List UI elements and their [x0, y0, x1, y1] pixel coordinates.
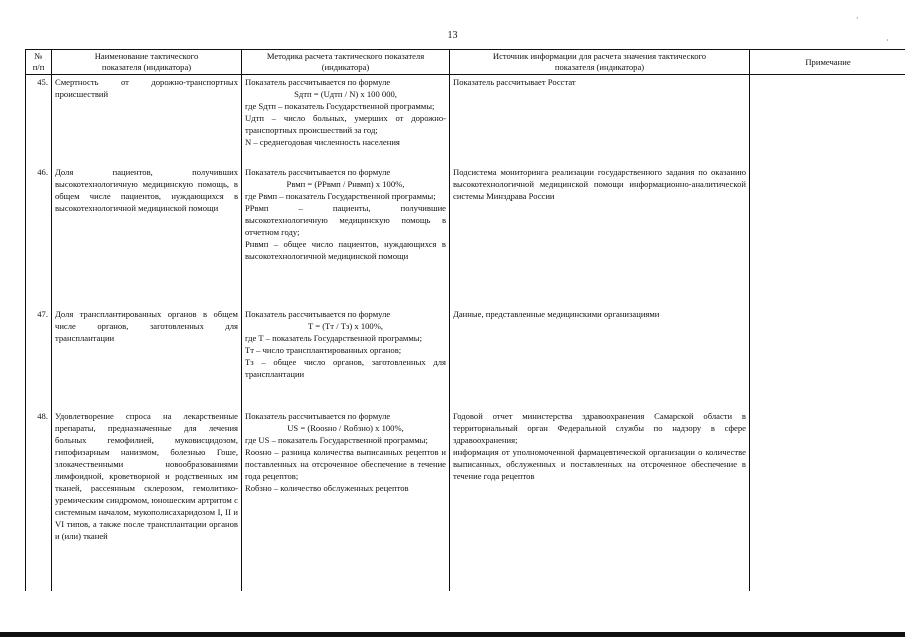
- method-cell: [242, 165, 450, 307]
- method-line: Показатель рассчитывается по формуле: [245, 77, 391, 87]
- source-line: информация от уполномоченной фармацевтической организации о количестве выписанных, обслуженных и поставленных на отсроченное обеспечение в течение года рецептов: [453, 447, 746, 481]
- method-line: Показатель рассчитывается по формуле: [245, 167, 391, 177]
- source-line: Годовой отчет министерства здравоохранения Самарской области в территориальный орган Федеральной службы по надзору в сфере здравоохранения;: [453, 411, 746, 445]
- method-cell: [242, 409, 450, 591]
- indicator-table: [25, 49, 905, 591]
- indicator-name: Доля трансплантированных органов в общем числе органов, заготовленных для трансплантации: [52, 307, 242, 409]
- table-header-row: [26, 50, 905, 75]
- table-row: [26, 409, 905, 591]
- note-cell: [750, 409, 905, 591]
- scan-dot: ·: [886, 36, 889, 45]
- page-number: 13: [447, 30, 458, 41]
- row-number: 47.: [26, 307, 52, 409]
- row-number: 45.: [26, 75, 52, 166]
- source-cell: [450, 409, 750, 591]
- indicator-name: Смертность от дорожно-транспортных происшествий: [52, 75, 242, 166]
- method-line: PPвмп – пациенты, получившие высокотехнологичную медицинскую помощь в отчетном году;: [245, 203, 446, 237]
- header-method: Методика расчета тактического показателя (индикатора): [242, 50, 450, 75]
- method-line: где Sдтп – показатель Государственной программы;: [245, 101, 435, 111]
- method-line: Показатель рассчитывается по формуле: [245, 309, 391, 319]
- indicator-name: Удовлетворение спроса на лекарственные препараты, предназначенные для лечения больных гемофилией, муковисцидозом, гипофизарным нанизмом, болезнью Гоше, злокачественными новообразованиями лимфоидной, кроветворной и родственных им тканей, рассеянным склерозом, гемолитико-уремическим синдромом, юношеским артритом с системным началом, мукополисахаридозом I, II и VI типов, а также после трансплантации органов и (или) тканей: [52, 409, 242, 591]
- formula: Pвмп = (PPвмп / Pнвмп) x 100%,: [286, 179, 405, 189]
- note-cell: [750, 307, 905, 409]
- method-line: где Pвмп – показатель Государственной программы;: [245, 191, 436, 201]
- source-cell: Показатель рассчитывает Росстат: [450, 75, 750, 166]
- scan-dot: ·: [856, 14, 859, 23]
- table-row: [26, 165, 905, 307]
- method-line: Rобзно – количество обслуженных рецептов: [245, 483, 409, 493]
- note-cell: [750, 75, 905, 166]
- method-line: Tз – общее число органов, заготовленных для трансплантации: [245, 357, 446, 379]
- header-num: № п/п: [26, 50, 52, 75]
- row-number: 48.: [26, 409, 52, 591]
- formula: T = (Tт / Tз) x 100%,: [307, 321, 384, 331]
- method-cell: [242, 307, 450, 409]
- method-line: где T – показатель Государственной программы;: [245, 333, 422, 343]
- method-line: Показатель рассчитывается по формуле: [245, 411, 391, 421]
- note-cell: [750, 165, 905, 307]
- source-cell: Данные, представленные медицинскими организациями: [450, 307, 750, 409]
- page-bottom-border: [0, 632, 905, 637]
- formula: US = (Rооsно / Rобзно) x 100%,: [287, 423, 404, 433]
- source-cell: Подсистема мониторинга реализации государственного задания по оказанию высокотехнологичной медицинской помощи информационно-аналитической системы Минздрава России: [450, 165, 750, 307]
- method-line: где US – показатель Государственной программы;: [245, 435, 428, 445]
- table-row: [26, 75, 905, 166]
- method-line: N – среднегодовая численность населения: [245, 137, 400, 147]
- method-line: Tт – число трансплантированных органов;: [245, 345, 402, 355]
- header-source: Источник информации для расчета значения тактического показателя (индикатора): [450, 50, 750, 75]
- method-line: Uдтп – число больных, умерших от дорожно-транспортных происшествий за год;: [245, 113, 446, 135]
- header-note: Примечание: [750, 50, 905, 75]
- formula: Sдтп = (Uдтп / N) x 100 000,: [294, 89, 397, 99]
- table-row: [26, 307, 905, 409]
- header-name: Наименование тактического показателя (индикатора): [52, 50, 242, 75]
- method-line: Pнвмп – общее число пациентов, нуждающихся в высокотехнологичной медицинской помощи: [245, 239, 446, 261]
- row-number: 46.: [26, 165, 52, 307]
- method-cell: [242, 75, 450, 166]
- method-line: Rооsно – разница количества выписанных рецептов и поставленных на отсроченное обеспечение в течение года рецептов;: [245, 447, 446, 481]
- indicator-name: Доля пациентов, получивших высокотехнологичную медицинскую помощь, в общем числе пациентов, нуждающихся в высокотехнологичной медицинской помощи: [52, 165, 242, 307]
